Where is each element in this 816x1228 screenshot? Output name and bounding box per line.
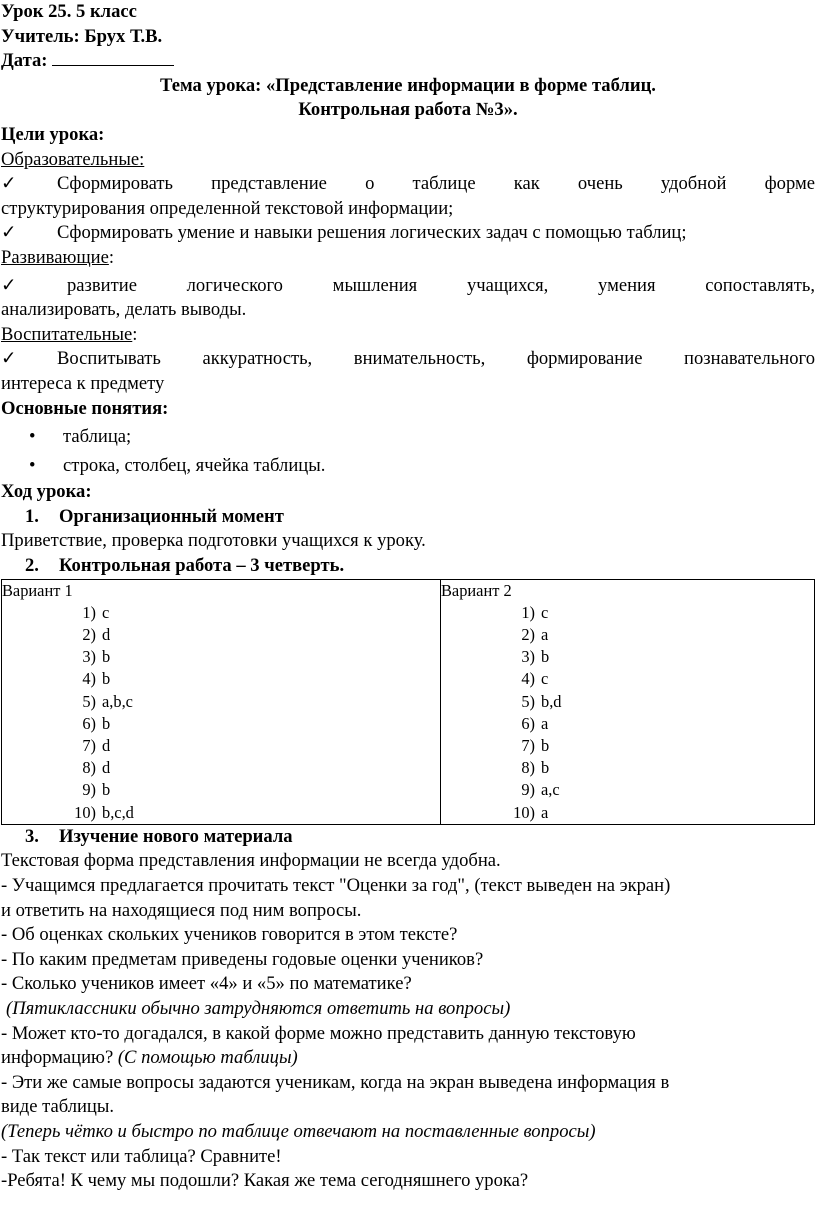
variant-2-title: Вариант 2 bbox=[441, 580, 512, 600]
variant-2-answers bbox=[505, 602, 814, 824]
lesson-header: Урок 25. 5 класс bbox=[1, 1, 137, 22]
checkmark-icon: ✓ bbox=[1, 173, 17, 195]
answer-value: d bbox=[102, 758, 111, 778]
question-4-line-1: - Может кто-то догадался, в какой форме можно представить данную текстовую bbox=[1, 1022, 636, 1044]
step-title: Изучение нового материала bbox=[59, 825, 293, 847]
educational-label: Образовательные: bbox=[1, 148, 145, 170]
edu-item-1-line-2: структурирования определенной текстовой информации; bbox=[1, 197, 454, 219]
question-1: - Об оценках скольких учеников говорится в этом тексте? bbox=[1, 924, 458, 946]
answer-value: a,b,c bbox=[102, 691, 133, 711]
checkmark-icon: ✓ bbox=[1, 348, 17, 370]
answer-number: 6) bbox=[521, 713, 535, 733]
list-item bbox=[505, 713, 814, 735]
list-item bbox=[505, 735, 814, 757]
answer-number: 7) bbox=[82, 736, 96, 756]
answer-number: 7) bbox=[521, 736, 535, 756]
topic-line-1: Тема урока: «Представление информации в форме таблиц. bbox=[160, 74, 656, 96]
question-3: - Сколько учеников имеет «4» и «5» по математике? bbox=[1, 973, 412, 995]
list-item bbox=[505, 668, 814, 690]
list-item bbox=[66, 624, 440, 646]
developing-colon: : bbox=[108, 246, 115, 268]
concept-item bbox=[1, 450, 815, 479]
step-3-heading bbox=[1, 825, 815, 850]
upbringing-line bbox=[1, 323, 815, 348]
concepts-title: Основные понятия: bbox=[1, 397, 169, 419]
edu-item-2 bbox=[1, 221, 815, 246]
upbringing-colon: : bbox=[132, 323, 138, 345]
list-item bbox=[505, 624, 814, 646]
list-item bbox=[505, 691, 814, 713]
list-item bbox=[66, 646, 440, 668]
answer-number: 2) bbox=[521, 625, 535, 645]
lesson-document bbox=[1, 0, 815, 1194]
material-p2-line-1: - Учащимся предлагается прочитать текст "Оценки за год", (текст выведен на экран) bbox=[1, 875, 671, 897]
answer-value: b bbox=[102, 669, 111, 689]
edu-item-1-line-1 bbox=[1, 172, 815, 197]
list-item bbox=[66, 802, 440, 824]
concept-item bbox=[1, 421, 815, 450]
variant-2-cell bbox=[441, 579, 815, 824]
answer-value: b bbox=[102, 647, 111, 667]
answer-value: b bbox=[102, 713, 111, 733]
answer-value: c bbox=[541, 669, 549, 689]
dev-item-line-2: анализировать, делать выводы. bbox=[1, 299, 247, 321]
answer-number: 5) bbox=[82, 691, 96, 711]
answer-number: 10) bbox=[74, 802, 96, 822]
list-item bbox=[66, 602, 440, 624]
question-5: - Так текст или таблица? Сравните! bbox=[1, 1145, 282, 1167]
list-item bbox=[66, 735, 440, 757]
answer-value: a bbox=[541, 713, 549, 733]
answer-number: 3) bbox=[82, 647, 96, 667]
answer-value: a,c bbox=[541, 780, 560, 800]
list-item bbox=[66, 668, 440, 690]
step-number: 3. bbox=[25, 825, 39, 847]
list-item bbox=[66, 691, 440, 713]
note-1: (Пятиклассники обычно затрудняются ответить на вопросы) bbox=[6, 998, 511, 1020]
list-item bbox=[66, 757, 440, 779]
checkmark-icon: ✓ bbox=[1, 222, 17, 244]
upb-item-line-1 bbox=[1, 347, 815, 372]
edu-item-2-text: Сформировать умение и навыки решения логических задач с помощью таблиц; bbox=[57, 222, 687, 244]
list-item bbox=[505, 646, 814, 668]
material-p2-line-2: и ответить на находящиеся под ним вопросы. bbox=[1, 899, 362, 921]
answer-number: 10) bbox=[513, 802, 535, 822]
answer-number: 6) bbox=[82, 713, 96, 733]
date-blank bbox=[52, 49, 174, 66]
date-label: Дата: bbox=[1, 50, 48, 72]
concept-text: строка, столбец, ячейка таблицы. bbox=[63, 454, 326, 476]
list-item bbox=[505, 802, 814, 824]
answer-value: d bbox=[102, 625, 111, 645]
answer-value: a bbox=[541, 625, 549, 645]
answers-table bbox=[1, 579, 815, 825]
bullet-icon: • bbox=[29, 454, 36, 476]
list-item bbox=[505, 757, 814, 779]
goals-title: Цели урока: bbox=[1, 123, 105, 145]
teacher-line: Учитель: Брух Т.В. bbox=[1, 25, 163, 47]
upb-item-text: Воспитывать аккуратность, внимательность, формирование познавательного bbox=[57, 348, 815, 370]
list-item bbox=[505, 779, 814, 801]
answer-value: c bbox=[541, 602, 549, 622]
answer-number: 4) bbox=[521, 669, 535, 689]
list-item bbox=[66, 779, 440, 801]
step-title: Организационный момент bbox=[59, 505, 284, 527]
step-number: 1. bbox=[25, 505, 39, 527]
question-4-line-2 bbox=[1, 1046, 815, 1071]
variant-1-answers bbox=[66, 602, 440, 824]
answer-value: b,d bbox=[541, 691, 562, 711]
list-item bbox=[66, 713, 440, 735]
note-2: (Теперь чётко и быстро по таблице отвечают на поставленные вопросы) bbox=[1, 1121, 596, 1143]
answer-number: 1) bbox=[521, 602, 535, 622]
answer-value: a bbox=[541, 802, 549, 822]
question-6: -Ребята! К чему мы подошли? Какая же тема сегодняшнего урока? bbox=[1, 1170, 529, 1192]
upb-item-line-2: интереса к предмету bbox=[1, 372, 165, 394]
topic-line-2: Контрольная работа №3». bbox=[298, 99, 518, 121]
edu-item-1-text: Сформировать представление о таблице как очень удобной форме bbox=[57, 173, 815, 195]
answer-number: 1) bbox=[82, 602, 96, 622]
variant-1-cell bbox=[2, 579, 441, 824]
answer-value: b,c,d bbox=[102, 802, 134, 822]
answer-number: 8) bbox=[521, 758, 535, 778]
bullet-icon: • bbox=[29, 426, 36, 448]
developing-label: Развивающие bbox=[1, 246, 109, 268]
answer-value: c bbox=[102, 602, 110, 622]
step-number: 2. bbox=[25, 555, 39, 577]
answer-number: 3) bbox=[521, 647, 535, 667]
date-line bbox=[1, 49, 815, 74]
answer-value: b bbox=[102, 780, 111, 800]
answer-number: 2) bbox=[82, 625, 96, 645]
step-2-heading bbox=[1, 554, 815, 579]
developing-line bbox=[1, 246, 815, 271]
question-4-text: информацию? bbox=[1, 1047, 114, 1069]
answer-number: 4) bbox=[82, 669, 96, 689]
variant-1-title: Вариант 1 bbox=[2, 580, 73, 600]
step-1-text: Приветствие, проверка подготовки учащихся к уроку. bbox=[1, 530, 426, 552]
step-1-heading bbox=[1, 505, 815, 530]
upbringing-label: Воспитательные bbox=[1, 323, 133, 345]
answer-value: b bbox=[541, 758, 550, 778]
answer-number: 8) bbox=[82, 758, 96, 778]
dev-item-text: развитие логического мышления учащихся, умения сопоставлять, bbox=[67, 274, 815, 296]
answer-number: 9) bbox=[521, 780, 535, 800]
table-row bbox=[2, 579, 815, 824]
list-item bbox=[505, 602, 814, 624]
step-title: Контрольная работа – 3 четверть. bbox=[59, 555, 345, 577]
answer-value: d bbox=[102, 736, 111, 756]
checkmark-icon: ✓ bbox=[1, 274, 17, 296]
answer-number: 9) bbox=[82, 780, 96, 800]
question-2: - По каким предметам приведены годовые оценки учеников? bbox=[1, 948, 484, 970]
answer-value: b bbox=[541, 736, 550, 756]
material-p3-line-1: - Эти же самые вопросы задаются ученикам, когда на экран выведена информация в bbox=[1, 1071, 670, 1093]
question-4-answer: (С помощью таблицы) bbox=[117, 1047, 298, 1069]
material-p3-line-2: виде таблицы. bbox=[1, 1096, 115, 1118]
concept-text: таблица; bbox=[63, 426, 132, 448]
material-p1: Текстовая форма представления информации не всегда удобна. bbox=[1, 850, 501, 872]
course-title: Ход урока: bbox=[1, 481, 92, 503]
answer-number: 5) bbox=[521, 691, 535, 711]
dev-item-line-1 bbox=[1, 271, 815, 299]
answer-value: b bbox=[541, 647, 550, 667]
